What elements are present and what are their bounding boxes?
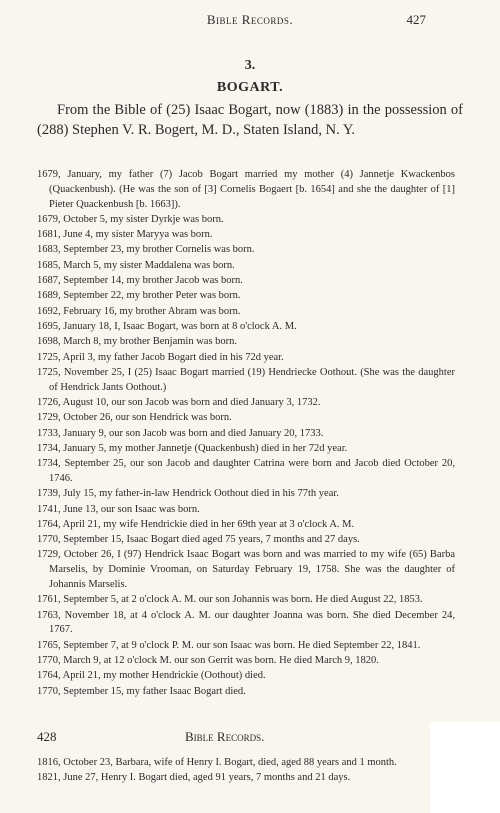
record-entry: 1741, June 13, our son Isaac was born. [37,503,200,515]
family-heading: BOGART. [216,80,284,95]
record-entry: 1726, August 10, our son Jacob was born and died January 3, 1732. [37,396,321,408]
record-entry: 1692, February 16, my brother Abram was born. [37,305,241,317]
record-entry: 1733, January 9, our son Jacob was born and died January 20, 1733. [37,427,324,439]
intro-paragraph: From the Bible of (25) Isaac Bogart, now (1883) in the possession of (288) Stephen V. R. Bogert, M. D., Staten Island, N. Y. [37,102,463,138]
record-entry: 1764, April 21, my mother Hendrickie (Oothout) died. [37,670,266,682]
record-entry: 1734, September 25, our son Jacob and daughter Catrina were born and Jacob died October 20, 1746. [37,458,455,484]
record-entry: 1687, September 14, my brother Jacob was born. [37,275,243,287]
record-entry: 1679, January, my father (7) Jacob Bogart married my mother (4) Jannetje Kwackenbos (Quackenbush). (He was the son of [3] Cornelis Bogaert [b. 1654] and she the daughter of [1] Pieter Quackenbush [b. 1663]). [37,169,455,210]
record-entry: 1739, July 15, my father-in-law Hendrick Oothout died in his 77th year. [37,488,339,500]
record-entry: 1770, September 15, Isaac Bogart died aged 75 years, 7 months and 27 days. [37,534,360,546]
record-entry: 1770, March 9, at 12 o'clock M. our son Gerrit was born. He died March 9, 1820. [37,655,379,666]
record-entry: 1679, October 5, my sister Dyrkje was born. [37,213,224,225]
record-entry: 1698, March 8, my brother Benjamin was born. [37,336,238,348]
page-428-header [37,729,427,747]
record-list [37,168,455,699]
record-entry: 1685, March 5, my sister Maddalena was born. [37,259,235,271]
page-number-428: 428 [37,729,57,744]
record-entry: 1725, November 25, I (25) Isaac Bogart married (19) Hendriecke Oothout. (She was the daughter of Hendrick Jants Oothout.) [37,366,455,393]
section-number: 3. [244,58,256,73]
record-entry: 1765, September 7, at 9 o'clock P. M. our son Isaac was born. He died September 22, 1841. [37,639,421,651]
record-entry: 1683, September 23, my brother Cornelis was born. [37,244,255,256]
record-entry: 1681, June 4, my sister Maryya was born. [37,229,213,241]
record-entry: 1729, October 26, our son Hendrick was born. [37,412,232,424]
record-entry: 1764, April 21, my wife Hendrickie died in her 69th year at 3 o'clock A. M. [37,518,355,530]
running-title: Bible Records. [206,12,294,27]
record-entry: 1770, September 15, my father Isaac Bogart died. [37,685,246,697]
record-entry: 1695, January 18, I, Isaac Bogart, was born at 8 o'clock A. M. [37,320,297,332]
record-entry: 1763, November 18, at 4 o'clock A. M. our daughter Joanna was born. She died December 24, 1767. [37,609,455,636]
running-title-428: Bible Records. [185,729,265,744]
running-header [0,12,500,32]
record-entry: 1729, October 26, I (97) Hendrick Isaac Bogart was born and was married to my wife (65) Barba Marselis, by Dominie Vrooman, on Saturday February 19, 1758. She was the daughter of Johannis Marselis. [37,549,455,591]
record-entry: 1821, June 27, Henry I. Bogart died, aged 91 years, 7 months and 21 days. [37,772,351,784]
record-entry: 1816, October 23, Barbara, wife of Henry I. Bogart, died, aged 88 years and 1 month. [37,757,397,768]
record-entry: 1689, September 22, my brother Peter was born. [37,290,241,302]
record-entry: 1734, January 5, my mother Jannetje (Quackenbush) died in her 72d year. [37,442,348,454]
page-number: 427 [406,12,426,27]
record-list-428 [37,756,421,786]
record-entry: 1761, September 5, at 2 o'clock A. M. our son Johannis was born. He died August 22, 1853. [37,594,423,606]
record-entry: 1725, April 3, my father Jacob Bogart died in his 72d year. [37,351,284,363]
